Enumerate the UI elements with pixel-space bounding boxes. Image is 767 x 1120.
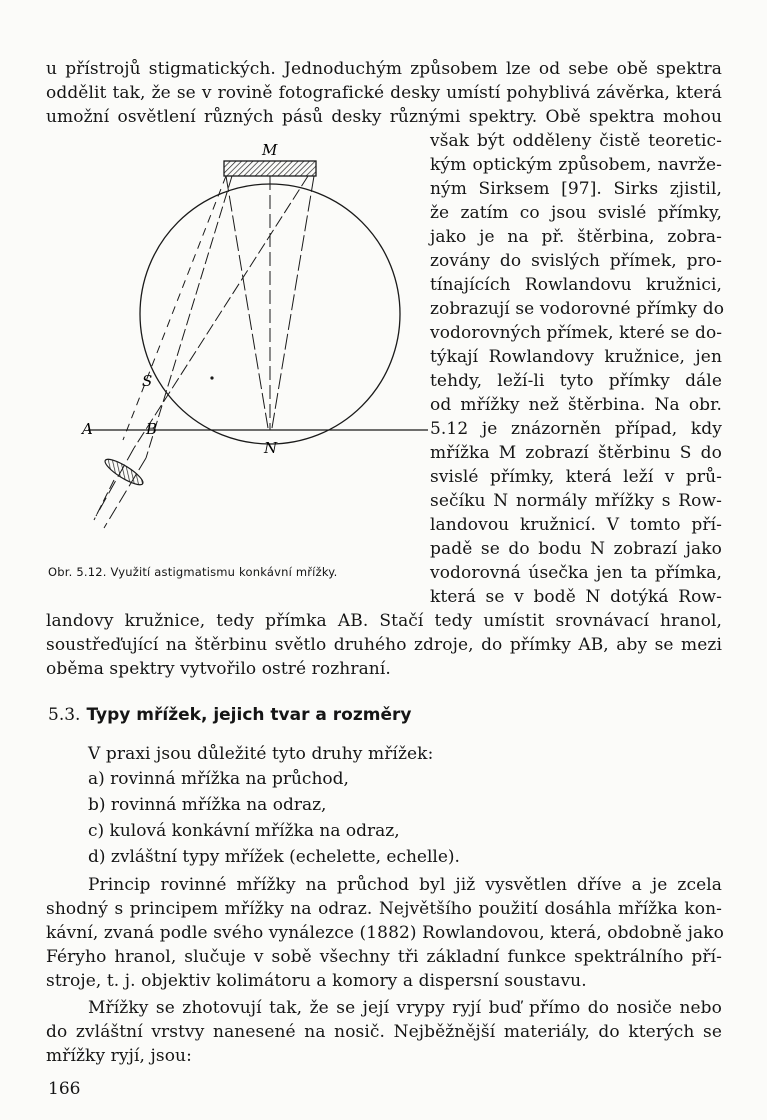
section-number: 5.3. — [48, 705, 81, 725]
text-line: tínajících Rowlandovu kružnici, — [430, 275, 722, 295]
ray-line — [96, 448, 134, 516]
text-line: kávní, zvaná podle svého vynálezce (1882) Rowlandovou, která, obdobně jako — [46, 923, 724, 943]
text-line: Féryho hranol, slučuje v sobě všechny tři základní funkce spektrálního pří- — [46, 947, 722, 967]
text-line: oddělit tak, že se v rovině fotografické desky umístí pohyblivá závěrka, která — [46, 83, 722, 103]
grating-m — [224, 161, 316, 176]
figure-caption: Obr. 5.12. Využití astigmatismu konkávní mřížky. — [48, 565, 338, 579]
list-item: a) rovinná mřížka na průchod, — [88, 769, 349, 789]
text-line: do zvláštní vrstvy nanesené na nosič. Nejběžnější materiály, do kterých se — [46, 1022, 722, 1042]
ray-line — [94, 480, 114, 520]
text-line: kým optickým způsobem, navrže- — [430, 155, 722, 175]
text-line: sečíku N normály mřížky s Row- — [430, 491, 722, 511]
ray-line — [123, 176, 226, 440]
ray-line — [134, 176, 308, 448]
text-line: mřížka M zobrazí štěrbinu S do — [430, 443, 722, 463]
text-line: Mřížky se zhotovují tak, že se její vrypy ryjí buď přímo do nosiče nebo — [88, 998, 722, 1018]
text-line: která se v bodě N dotýká Row- — [430, 587, 722, 607]
text-line: týkají Rowlandovy kružnice, jen — [430, 347, 722, 367]
rowland-circle-diagram — [48, 128, 428, 558]
ray-line — [226, 176, 268, 428]
text-line: ným Sirksem [97]. Sirks zjistil, — [430, 179, 722, 199]
ray-line — [272, 176, 314, 428]
text-line: Princip rovinné mřížky na průchod byl již vysvětlen dříve a je zcela — [88, 875, 722, 895]
text-line: 5.12 je znázorněn případ, kdy — [430, 419, 722, 439]
text-line: že zatím co jsou svislé přímky, — [430, 203, 722, 223]
text-line: soustřeďující na štěrbinu světlo druhého zdroje, do přímky AB, aby se mezi — [46, 635, 722, 655]
text-line: landovou kružnicí. V tomto pří- — [430, 515, 722, 535]
list-item: d) zvláštní typy mřížek (echelette, echelle). — [88, 847, 460, 867]
text-line: oběma spektry vytvořilo ostré rozhraní. — [46, 659, 391, 679]
section-heading — [48, 705, 411, 725]
text-line: landovy kružnice, tedy přímka AB. Stačí tedy umístit srovnávací hranol, — [46, 611, 722, 631]
text-line: vodorovných přímek, které se do- — [430, 323, 723, 343]
text-line: jako je na př. štěrbina, zobra- — [430, 227, 722, 247]
text-line: svislé přímky, která leží v prů- — [430, 467, 722, 487]
text-line: tehdy, leží-li tyto přímky dále — [430, 371, 722, 391]
label-s: S — [142, 372, 153, 390]
text-line: umožní osvětlení různých pásů desky různými spektry. Obě spektra mohou — [46, 107, 722, 127]
intro-text: V praxi jsou důležité tyto druhy mřížek: — [88, 744, 434, 764]
condenser-lens — [102, 455, 146, 488]
center-dot — [210, 376, 213, 379]
label-a: A — [82, 420, 93, 438]
text-line: u přístrojů stigmatických. Jednoduchým způsobem lze od sebe obě spektra — [46, 59, 722, 79]
text-line: zovány do svislých přímek, pro- — [430, 251, 722, 271]
text-line: stroje, t. j. objektiv kolimátoru a komory a dispersní soustavu. — [46, 971, 587, 991]
text-line: shodný s principem mřížky na odraz. Největšího použití dosáhla mřížka kon- — [46, 899, 722, 919]
list-item: b) rovinná mřížka na odraz, — [88, 795, 327, 815]
page-number: 166 — [48, 1079, 81, 1099]
text-line: mřížky ryjí, jsou: — [46, 1046, 192, 1066]
label-b: B — [146, 420, 158, 438]
text-line: vodorovná úsečka jen ta přímka, — [430, 563, 722, 583]
label-m: M — [262, 141, 278, 159]
text-line: zobrazují se vodorovné přímky do — [430, 299, 725, 319]
section-title: Typy mřížek, jejich tvar a rozměry — [86, 705, 412, 725]
text-line: však být odděleny čistě teoretic- — [430, 131, 722, 151]
list-item: c) kulová konkávní mřížka na odraz, — [88, 821, 400, 841]
text-line: padě se do bodu N zobrazí jako — [430, 539, 722, 559]
text-line: od mřížky než štěrbina. Na obr. — [430, 395, 722, 415]
label-n: N — [264, 439, 278, 457]
